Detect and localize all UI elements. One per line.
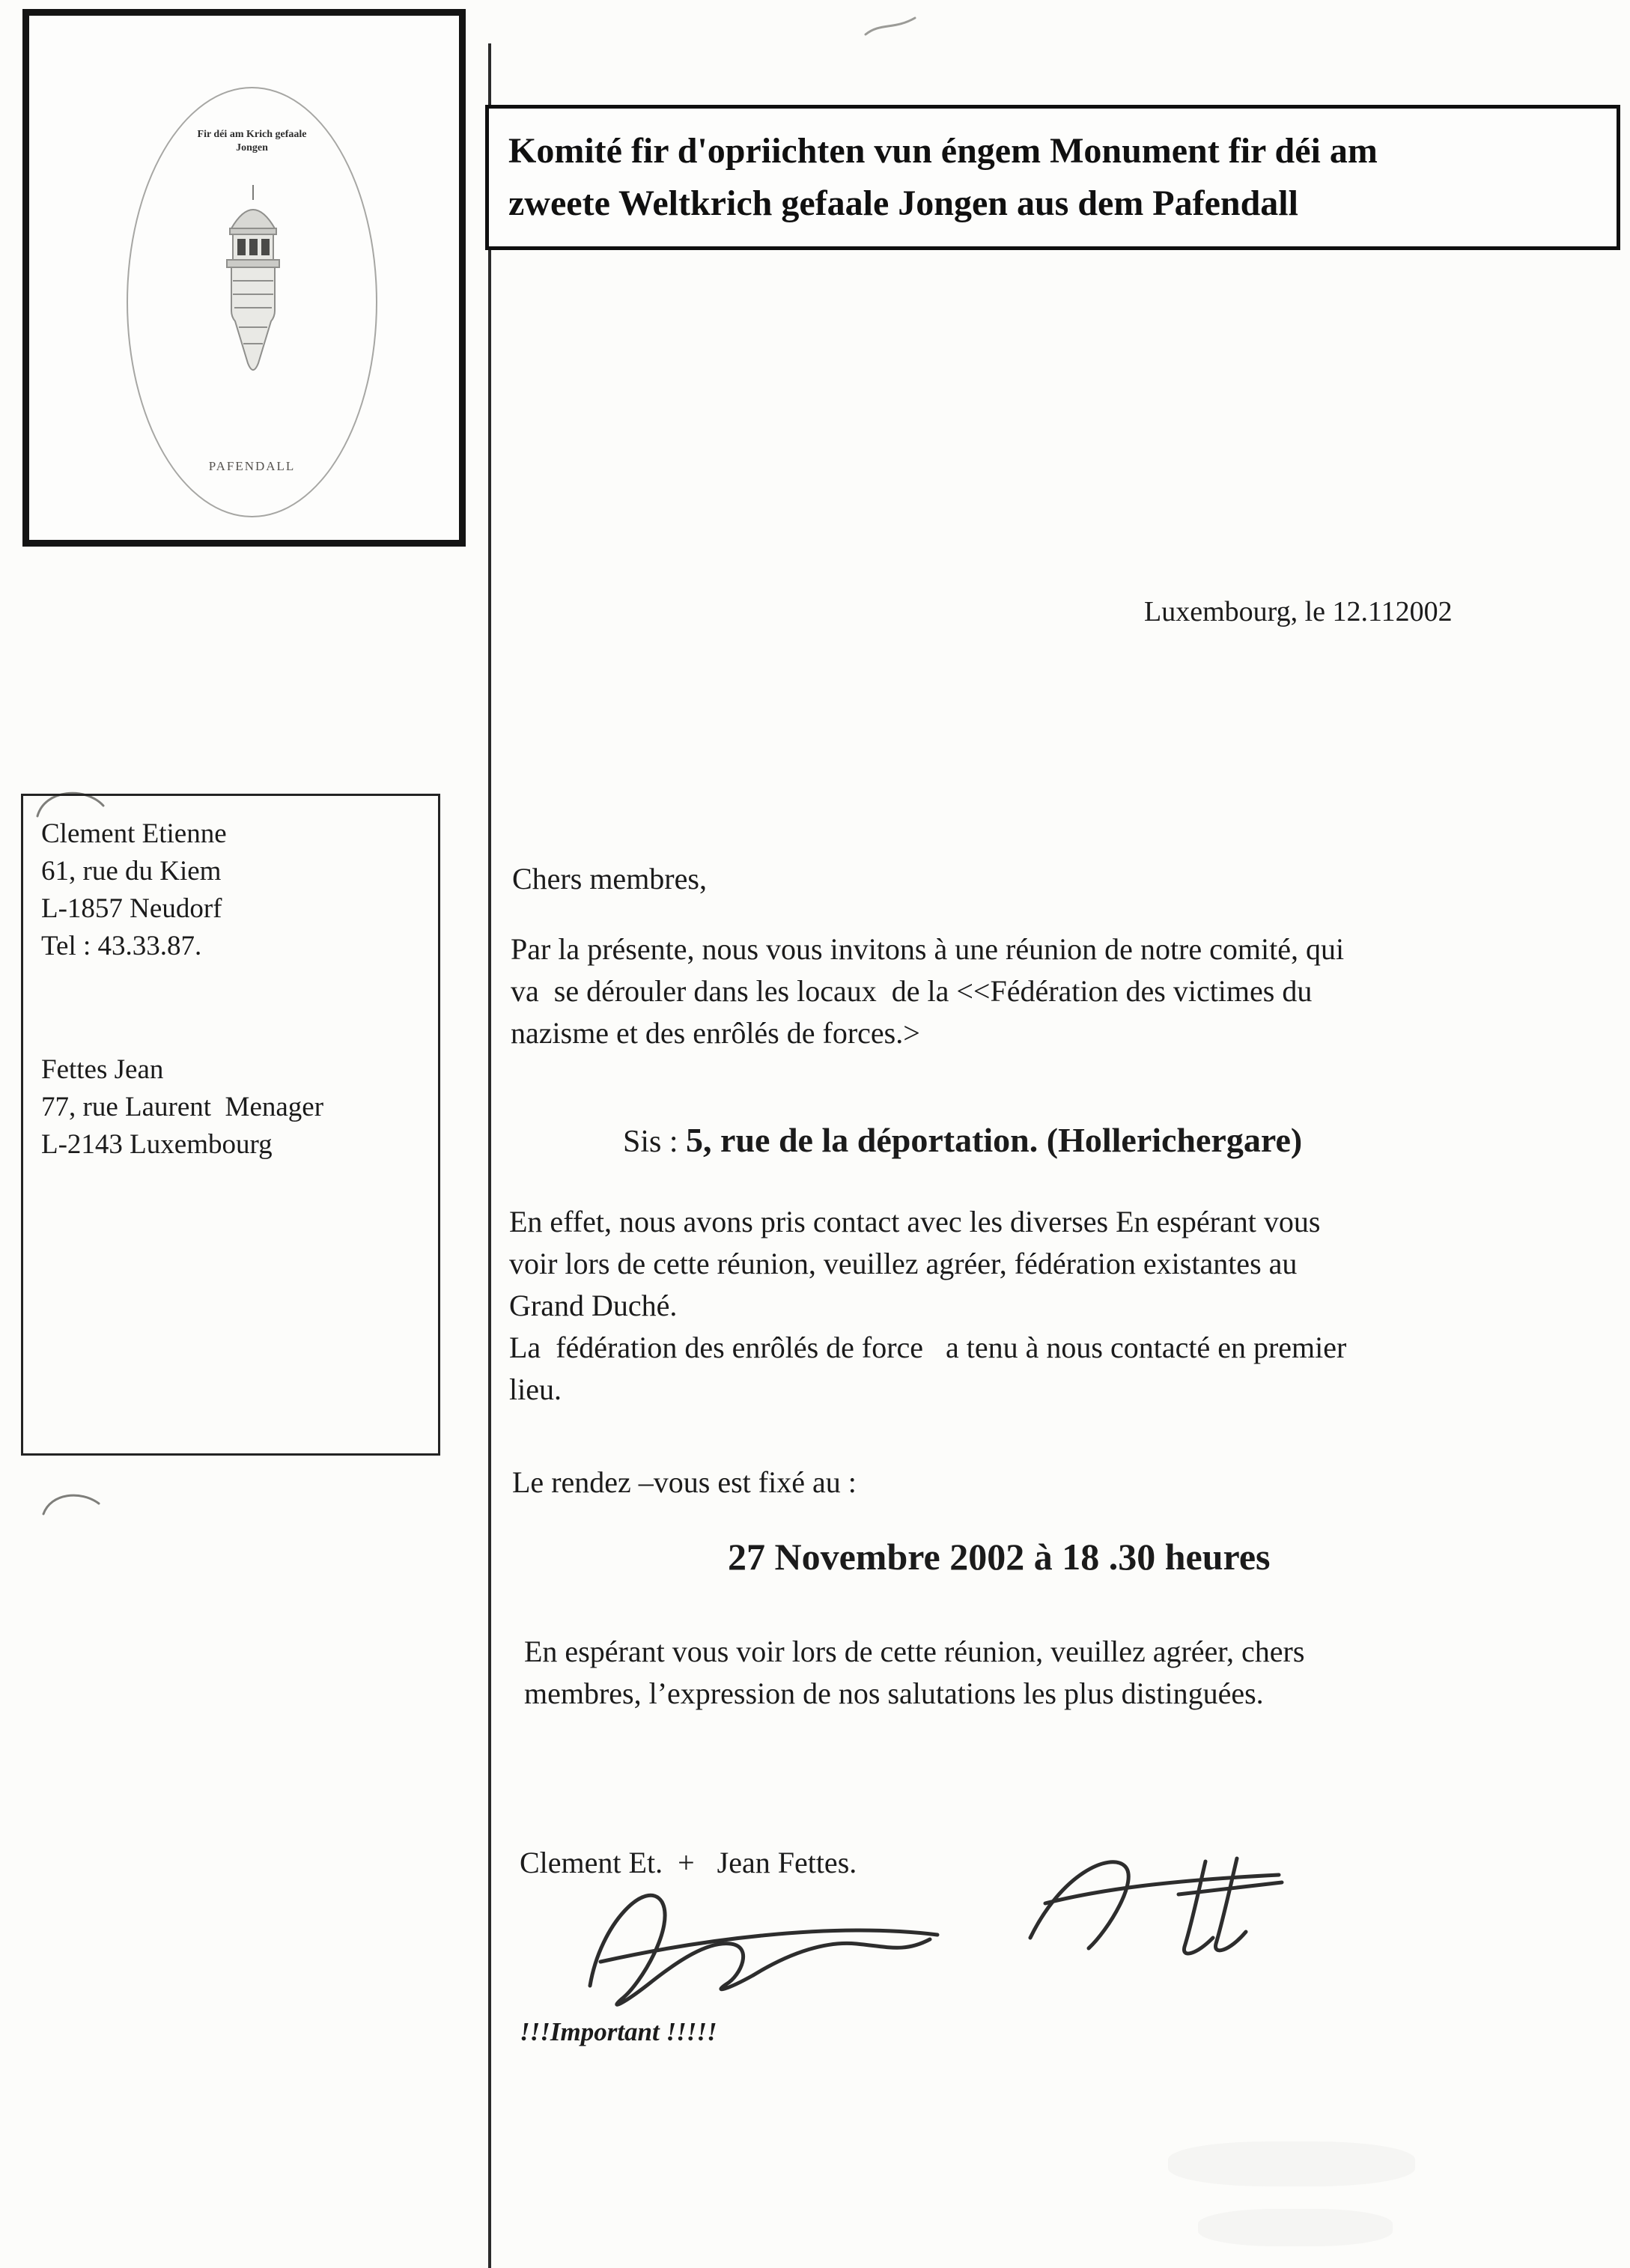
rendezvous-intro: Le rendez –vous est fixé au : <box>512 1465 857 1499</box>
meeting-address-label: Sis : <box>623 1125 687 1159</box>
paragraph-line: Grand Duché. <box>509 1289 678 1322</box>
logo-caption <box>127 128 377 155</box>
signatories-names: Clement Et. + Jean Fettes. <box>520 1846 857 1879</box>
clement-signature <box>575 1866 949 2034</box>
paragraph-line: va se dérouler dans les locaux de la <<Fédération des victimes du <box>511 974 1313 1008</box>
contact-line: Tel : 43.33.87. <box>41 931 202 961</box>
contact-gap <box>41 965 426 1051</box>
fettes-signature <box>1012 1840 1297 1979</box>
contact-line: L-1857 Neudorf <box>41 893 222 924</box>
meeting-address-line <box>611 1107 1302 1173</box>
paragraph-federation <box>509 1201 1346 1411</box>
salutation: Chers membres, <box>512 862 707 896</box>
logo-caption-line2: Jongen <box>236 142 268 154</box>
logo-box <box>22 9 466 547</box>
paragraph-line: lieu. <box>509 1372 562 1406</box>
paragraph-line: nazisme et des enrôlés de forces.> <box>511 1016 920 1050</box>
tower-icon <box>197 179 309 392</box>
scan-smudge <box>1168 2141 1415 2186</box>
contact-line: 77, rue Laurent Menager <box>41 1092 324 1122</box>
paragraph-line: voir lors de cette réunion, veuillez agréer, fédération existantes au <box>509 1247 1298 1280</box>
paragraph-invitation <box>511 928 1344 1054</box>
vertical-divider-line <box>488 43 491 2268</box>
paperclip-mark-bottom <box>39 1487 106 1524</box>
paragraph-line: membres, l’expression de nos salutations les plus distinguées. <box>524 1676 1264 1710</box>
rendezvous-date: 27 Novembre 2002 à 18 .30 heures <box>728 1536 1271 1578</box>
important-note: !!!Important !!!!! <box>520 2017 717 2046</box>
paragraph-line: La fédération des enrôlés de force a tenu à nous contacté en premier <box>509 1331 1347 1364</box>
contact-line: 61, rue du Kiem <box>41 856 222 887</box>
logo-caption-line1: Fir déi am Krich gefaale <box>197 129 307 140</box>
contact-line: L-2143 Luxembourg <box>41 1129 273 1160</box>
paragraph-line: En espérant vous voir lors de cette réunion, veuillez agréer, chers <box>524 1635 1305 1668</box>
contact-line: Fettes Jean <box>41 1054 164 1085</box>
logo-place-label: PAFENDALL <box>208 459 296 473</box>
scan-pen-mark <box>861 13 921 47</box>
paragraph-closing <box>524 1631 1304 1715</box>
paragraph-line: En effet, nous avons pris contact avec les diverses En espérant vous <box>509 1205 1321 1238</box>
paragraph-line: Par la présente, nous vous invitons à une réunion de notre comité, qui <box>511 932 1345 966</box>
scan-smudge <box>1198 2209 1393 2246</box>
dateline: Luxembourg, le 12.112002 <box>1144 596 1453 627</box>
meeting-address-value: 5, rue de la déportation. (Hollerichergare) <box>686 1121 1303 1159</box>
letterhead-title-line2: zweete Weltkrich gefaale Jongen aus dem Pafendall <box>508 183 1298 223</box>
letterhead-title-line1: Komité fir d'opriichten vun éngem Monument fir déi am <box>508 131 1378 171</box>
sender-address-box <box>21 794 440 1456</box>
letterhead-title-box <box>485 105 1620 250</box>
contact-line: Clement Etienne <box>41 818 227 849</box>
